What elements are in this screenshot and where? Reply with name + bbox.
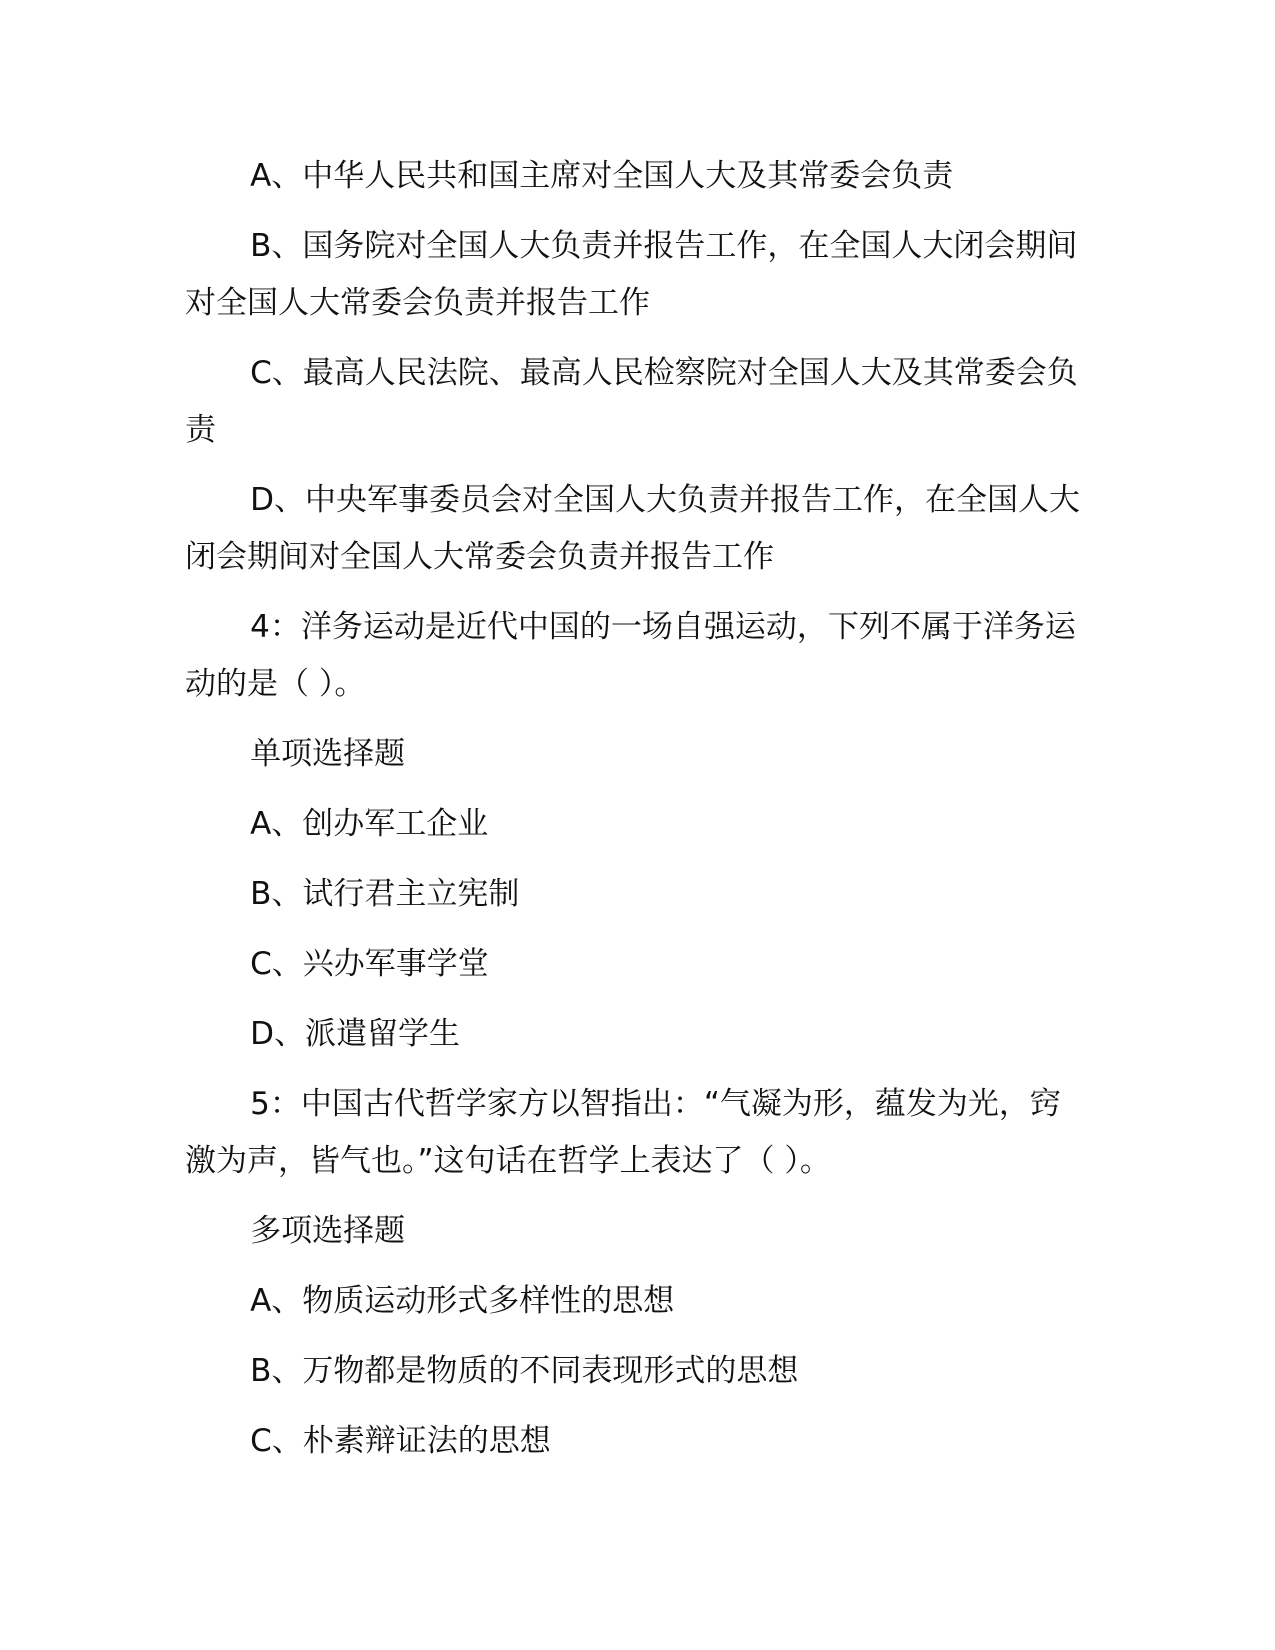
option-b-q5: B、万物都是物质的不同表现形式的思想 bbox=[250, 1353, 799, 1389]
option-d-q3: D、中央军事委员会对全国人大负责并报告工作，在全国人大闭会期间对全国人大常委会负责并报告工作 bbox=[185, 482, 1080, 575]
option-a-q5: A、物质运动形式多样性的思想 bbox=[250, 1283, 675, 1319]
question-4-type: 单项选择题 bbox=[250, 736, 406, 772]
option-a-q3: A、中华人民共和国主席对全国人大及其常委会负责 bbox=[250, 158, 954, 194]
question-4: 4：洋务运动是近代中国的一场自强运动，下列不属于洋务运动的是（ ）。 bbox=[185, 609, 1076, 702]
document-body bbox=[185, 148, 1085, 1483]
question-5: 5：中国古代哲学家方以智指出：“气凝为形，蕴发为光，窍激为声，皆气也。”这句话在哲学上表达了（ ）。 bbox=[185, 1086, 1061, 1179]
option-b-q3: B、国务院对全国人大负责并报告工作，在全国人大闭会期间对全国人大常委会负责并报告工作 bbox=[185, 228, 1078, 321]
option-b-q4: B、试行君主立宪制 bbox=[250, 876, 520, 912]
option-c-q3: C、最高人民法院、最高人民检察院对全国人大及其常委会负责 bbox=[185, 355, 1078, 448]
question-5-type: 多项选择题 bbox=[250, 1213, 406, 1249]
option-c-q4: C、兴办军事学堂 bbox=[250, 946, 489, 982]
option-c-q5: C、朴素辩证法的思想 bbox=[250, 1423, 551, 1459]
option-d-q4: D、派遣留学生 bbox=[250, 1016, 460, 1052]
option-a-q4: A、创办军工企业 bbox=[250, 806, 489, 842]
